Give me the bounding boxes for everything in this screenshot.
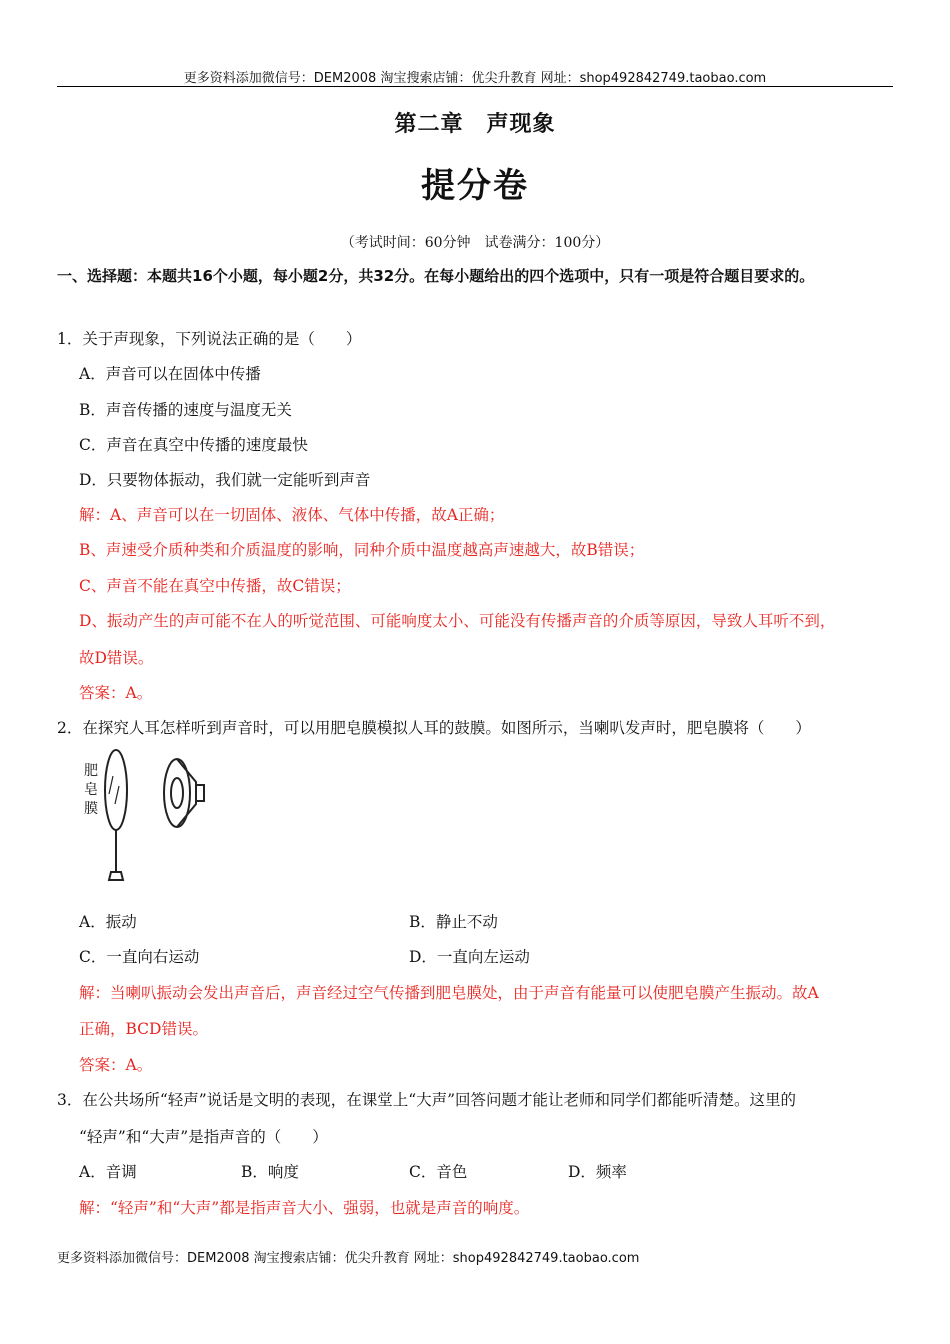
soap-film-ring: [105, 750, 127, 830]
question-3-option-d: D．频率: [568, 1163, 627, 1181]
question-1-solution-line: D、振动产生的声可能不在人的听觉范围、可能响度太小、可能没有传播声音的介质等原因，导致人耳听不到，: [79, 612, 836, 630]
exam-info: （考试时间：60分钟 试卷满分：100分）: [340, 235, 610, 251]
figure-label-char: 皂: [84, 782, 98, 798]
question-1-option-b: B．声音传播的速度与温度无关: [79, 401, 292, 419]
question-2-answer: 答案：A。: [79, 1056, 153, 1074]
soap-film-highlight: [109, 776, 113, 794]
question-3-stem: “轻声”和“大声”是指声音的（ ）: [79, 1128, 328, 1146]
question-2-option-b: B．静止不动: [409, 913, 498, 931]
question-3-option-b: B．响度: [241, 1163, 299, 1181]
question-1-stem: 1．关于声现象，下列说法正确的是（ ）: [57, 330, 362, 348]
question-2-solution-line: 正确，BCD错误。: [79, 1020, 208, 1038]
figure-label-soap-film: [82, 762, 100, 819]
stand-base: [109, 872, 123, 880]
chapter-title: 第二章 声现象: [394, 111, 556, 137]
question-1-solution-line: C、声音不能在真空中传播，故C错误；: [79, 577, 351, 595]
question-1-solution-line: B、声速受介质种类和介质温度的影响，同种介质中温度越高声速越大，故B错误；: [79, 541, 645, 559]
question-3-solution-line: 解：“轻声”和“大声”都是指声音大小、强弱，也就是声音的响度。: [79, 1199, 530, 1217]
loudspeaker-icon: [164, 759, 204, 827]
question-1-option-d: D．只要物体振动，我们就一定能听到声音: [79, 471, 371, 489]
page-header: 更多资料添加微信号：DEM2008 淘宝搜索店铺：优尖升教育 网址：shop492842749.taobao.com: [183, 71, 767, 86]
soap-film-speaker-figure: [100, 748, 215, 888]
question-1-answer: 答案：A。: [79, 684, 153, 702]
speaker-cone-body: [177, 759, 196, 827]
page-footer: 更多资料添加微信号：DEM2008 淘宝搜索店铺：优尖升教育 网址：shop492842749.taobao.com: [57, 1251, 640, 1266]
speaker-magnet: [196, 785, 204, 801]
question-3-option-c: C．音色: [409, 1163, 468, 1181]
header-divider: [57, 86, 893, 87]
question-2-option-c: C．一直向右运动: [79, 948, 200, 966]
question-1-option-c: C．声音在真空中传播的速度最快: [79, 436, 308, 454]
soap-film-stand: [105, 750, 127, 880]
question-3-option-a: A．音调: [79, 1163, 137, 1181]
section-heading: 一、选择题：本题共16个小题，每小题2分，共32分。在每小题给出的四个选项中，只有一项是符合题目要求的。: [57, 267, 815, 285]
figure-label-char: 肥: [84, 763, 98, 779]
question-1-option-a: A．声音可以在固体中传播: [79, 365, 261, 383]
question-2-solution-line: 解：当喇叭振动会发出声音后，声音经过空气传播到肥皂膜处，由于声音有能量可以使肥皂膜产生振动。故A: [79, 984, 819, 1002]
paper-title: 提分卷: [421, 166, 529, 206]
question-2-option-d: D．一直向左运动: [409, 948, 530, 966]
question-3-stem: 3．在公共场所“轻声”说话是文明的表现，在课堂上“大声”回答问题才能让老师和同学们都能听清楚。这里的: [57, 1091, 797, 1109]
figure-label-char: 膜: [84, 801, 98, 817]
question-1-solution-line: 故D错误。: [79, 649, 154, 667]
question-2-stem: 2．在探究人耳怎样听到声音时，可以用肥皂膜模拟人耳的鼓膜。如图所示，当喇叭发声时，肥皂膜将（ ）: [57, 719, 811, 737]
question-2-option-a: A．振动: [79, 913, 137, 931]
speaker-cone-inner: [171, 778, 183, 808]
soap-film-highlight: [115, 786, 119, 804]
question-1-solution-line: 解：A、声音可以在一切固体、液体、气体中传播，故A正确；: [79, 506, 505, 524]
